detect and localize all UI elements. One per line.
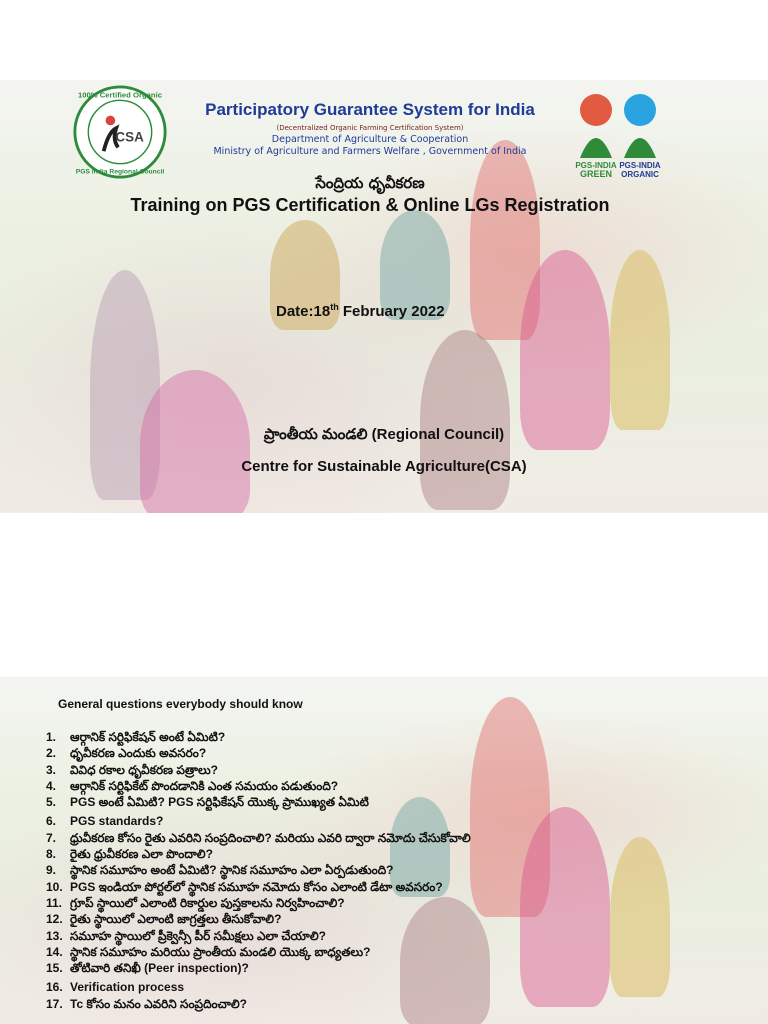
list-item	[46, 996, 471, 1012]
item-number: 2.	[46, 746, 57, 761]
list-item	[46, 830, 471, 846]
list-item	[46, 729, 471, 745]
item-number: 14.	[46, 944, 63, 959]
org-subtitle: (Decentralized Organic Farming Certification System)	[276, 124, 464, 132]
questions-list	[46, 729, 471, 1012]
event-date	[276, 302, 445, 320]
svg-text:ORGANIC: ORGANIC	[621, 170, 659, 179]
item-text: వివిధ రకాల ధృవీకరణ పత్రాలు?	[70, 762, 218, 777]
item-number: 1.	[46, 730, 57, 744]
svg-text:PGS-INDIA: PGS-INDIA	[575, 161, 617, 170]
item-number: 9.	[46, 863, 57, 878]
date-suffix: February 2022	[338, 303, 445, 320]
svg-text:PGS-INDIA: PGS-INDIA	[619, 161, 661, 170]
svg-text:100% Certified Organic: 100% Certified Organic	[78, 90, 162, 100]
item-number: 7.	[46, 830, 57, 845]
item-number: 5.	[46, 795, 57, 810]
item-number: 11.	[46, 895, 63, 910]
list-item	[46, 846, 471, 862]
list-item	[46, 778, 471, 794]
list-item	[46, 879, 471, 895]
item-text: PGS అంటే ఏమిటి? PGS సర్టిఫికేషన్ యొక్క ప్రాముఖ్యత ఏమిటి	[70, 795, 369, 810]
item-text: ధ్రువీకరణ కోసం రైతు ఎవరిని సంప్రదించాలి? మరియు ఎవరి ద్వారా నమోదు చేసుకోవాలి	[70, 830, 471, 845]
item-number: 12.	[46, 912, 63, 927]
item-text: రైతు స్థాయిలో ఎలాంటి జాగ్రత్తలు తీసుకోవాలి?	[70, 912, 282, 927]
item-text: ధృవీకరణ ఎందుకు అవసరం?	[70, 746, 207, 761]
item-text: ఆర్గానిక్ సర్టిఫికేట్ పొందడానికి ఎంత సమయం పడుతుంది?	[70, 778, 339, 793]
date-ordinal: th	[330, 302, 339, 312]
list-item	[46, 794, 471, 810]
list-item	[46, 944, 471, 960]
item-text: రైతు ధ్రువీకరణ ఎలా పొందాలి?	[70, 847, 213, 862]
list-item	[46, 762, 471, 778]
regional-council: ప్రాంతీయ మండలి (Regional Council)	[263, 426, 505, 443]
item-text: స్థానిక సమూహం అంటే ఏమిటి? స్థానిక సమూహం ఎలా ఏర్పడుతుంది?	[70, 863, 394, 878]
list-item	[46, 745, 471, 761]
list-item	[46, 911, 471, 927]
item-number: 4.	[46, 778, 57, 793]
list-item	[46, 979, 471, 995]
item-number: 8.	[46, 847, 57, 862]
org-title: Participatory Guarantee System for India	[205, 100, 535, 119]
org-department	[190, 134, 550, 158]
pgs-india-logo	[574, 88, 666, 180]
questions-heading: General questions everybody should know	[58, 697, 303, 711]
list-item	[46, 895, 471, 911]
ministry-line: Ministry of Agriculture and Farmers Welfare , Government of India	[213, 146, 527, 157]
department-line: Department of Agriculture & Cooperation	[271, 134, 469, 145]
telugu-title: సేంద్రియ ధృవీకరణ	[315, 174, 425, 192]
item-text: PGS standards?	[70, 814, 164, 829]
svg-text:GREEN: GREEN	[579, 169, 613, 179]
centre-name: Centre for Sustainable Agriculture(CSA)	[241, 458, 527, 475]
item-text: PGS ఇండియా పోర్టల్‌లో స్థానిక సమూహ నమోదు కోసం ఎలాంటి డేటా అవసరం?	[70, 879, 443, 894]
item-text: గ్రూప్ స్థాయిలో ఎలాంటి రికార్డుల పుస్తకాలను నిర్వహించాలి?	[70, 895, 345, 910]
item-number: 15.	[46, 961, 63, 976]
item-number: 6.	[46, 814, 57, 829]
list-item	[46, 960, 471, 976]
list-item	[46, 928, 471, 944]
csa-logo	[72, 84, 168, 180]
item-number: 17.	[46, 996, 63, 1011]
item-number: 10.	[46, 879, 63, 894]
item-text: తోటివారి తనిఖీ (Peer inspection)?	[70, 961, 249, 976]
list-item	[46, 862, 471, 878]
svg-text:CSA: CSA	[115, 129, 144, 145]
item-number: 16.	[46, 980, 63, 995]
list-item	[46, 813, 471, 829]
training-title: Training on PGS Certification & Online LGs Registration	[130, 195, 610, 215]
date-prefix: Date:18	[276, 303, 331, 320]
questions-slide	[0, 677, 768, 1024]
item-text: Verification process	[70, 980, 185, 995]
title-slide	[0, 80, 768, 513]
item-text: Tc కోసం మనం ఎవరిని సంప్రదించాలి?	[70, 996, 247, 1011]
item-text: సమూహ స్థాయిలో ప్రీక్వెన్సీ పీర్ సమీక్షలు ఎలా చేయాలి?	[70, 928, 326, 943]
item-text: ఆర్గానిక్ సర్టిఫికేషన్ అంటే ఏమిటి?	[70, 730, 226, 744]
item-number: 3.	[46, 762, 57, 777]
item-number: 13.	[46, 928, 63, 943]
item-text: స్థానిక సమూహం మరియు ప్రాంతీయ మండలి యొక్క బాధ్యతలు?	[70, 944, 371, 959]
svg-text:PGS India Regional Council: PGS India Regional Council	[75, 168, 165, 176]
